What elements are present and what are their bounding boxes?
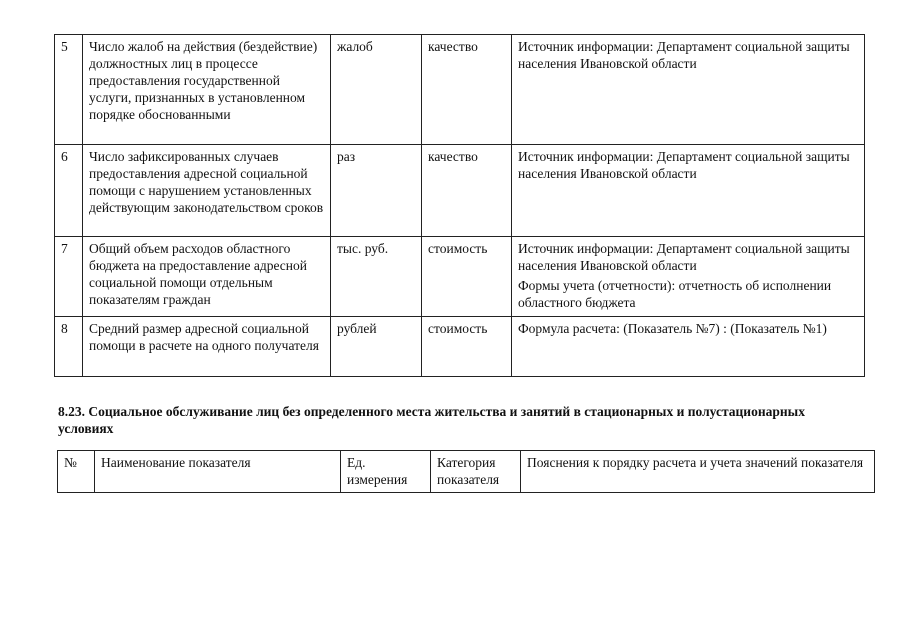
header-num: № [58,451,95,493]
row-number: 6 [55,145,83,237]
note-text: Источник информации: Департамент социальной защиты населения Ивановской области [518,39,850,71]
note-text: Источник информации: Департамент социальной защиты населения Ивановской области [518,149,850,181]
table-row [55,317,865,377]
indicator-notes [512,35,865,145]
note-text: Формы учета (отчетности): отчетность об исполнении областного бюджета [518,278,832,310]
indicator-category: стоимость [422,317,512,377]
header-category: Категория показателя [431,451,521,493]
indicator-notes [512,145,865,237]
note-text: Формула расчета: (Показатель №7) : (Показатель №1) [518,321,827,336]
row-number: 5 [55,35,83,145]
row-number: 7 [55,237,83,317]
section-table [57,450,875,493]
indicator-name: Число жалоб на действия (бездействие) должностных лиц в процессе предоставления государственной услуги, признанных в установленном порядке обоснованными [83,35,331,145]
table-row [55,35,865,145]
indicator-category: качество [422,35,512,145]
indicator-category: стоимость [422,237,512,317]
indicator-name: Общий объем расходов областного бюджета на предоставление адресной социальной помощи отдельным показателям граждан [83,237,331,317]
indicator-category: качество [422,145,512,237]
indicator-name: Средний размер адресной социальной помощи в расчете на одного получателя [83,317,331,377]
indicator-unit: раз [331,145,422,237]
indicators-table [54,34,865,377]
header-notes: Пояснения к порядку расчета и учета значений показателя [521,451,875,493]
row-number: 8 [55,317,83,377]
indicator-notes [512,237,865,317]
indicator-unit: жалоб [331,35,422,145]
header-unit: Ед. измерения [341,451,431,493]
header-name: Наименование показателя [95,451,341,493]
section-heading: 8.23. Социальное обслуживание лиц без определенного места жительства и занятий в стационарных и полустационарных условиях [58,404,805,436]
table-row [55,145,865,237]
indicator-unit: рублей [331,317,422,377]
indicator-notes [512,317,865,377]
table-header-row [58,451,875,493]
indicator-unit: тыс. руб. [331,237,422,317]
indicator-name: Число зафиксированных случаев предоставления адресной социальной помощи с нарушением установленных действующим законодательством сроков [83,145,331,237]
note-text: Источник информации: Департамент социальной защиты населения Ивановской области [518,241,850,273]
table-row [55,237,865,317]
